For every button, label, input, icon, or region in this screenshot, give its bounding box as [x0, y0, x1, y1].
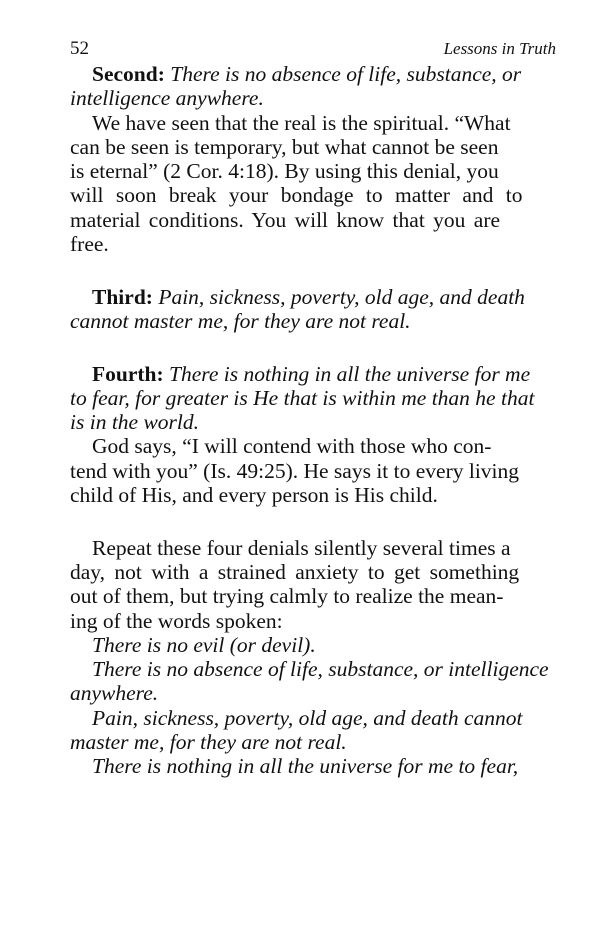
book-page: [70, 38, 556, 779]
fourth-denial-line-1: [70, 362, 556, 386]
page-number: 52: [70, 38, 89, 59]
paragraph-repeat-line-1: Repeat these four denials silently several times a: [92, 535, 511, 560]
fourth-denial-label: Fourth:: [92, 361, 164, 386]
paragraph-god-line-3: child of His, and every person is His child.: [70, 483, 438, 508]
paragraph-god-line-1: God says, “I will contend with those who con-: [92, 434, 492, 459]
third-denial-line-1: [70, 285, 556, 309]
denial-item-2-line-1: There is no absence of life, substance, or intelligence: [92, 657, 549, 682]
paragraph-real-line-3: is eternal” (2 Cor. 4:18). By using this denial, you: [70, 159, 499, 184]
second-denial-line-1: [70, 62, 556, 86]
paragraph-god-line-2: tend with you” (Is. 49:25). He says it to every living: [70, 458, 520, 483]
third-denial-label: Third:: [92, 284, 153, 309]
running-head: [70, 38, 556, 62]
fourth-denial-line-2: to fear, for greater is He that is within me than he that: [70, 385, 535, 410]
paragraph-real-line-1: We have seen that the real is the spiritual. “What: [92, 110, 511, 135]
paragraph-real-line-2: can be seen is temporary, but what cannot be seen: [70, 134, 499, 159]
section-gap: [70, 333, 556, 357]
denial-item-3-line-2: master me, for they are not real.: [70, 730, 347, 755]
denial-item-3-line-1: Pain, sickness, poverty, old age, and death cannot: [92, 705, 523, 730]
paragraph-repeat-line-3: out of them, but trying calmly to realize the mean-: [70, 584, 504, 609]
book-title: Lessons in Truth: [443, 39, 556, 58]
fourth-denial-line-3: is in the world.: [70, 410, 200, 435]
paragraph-real-line-5: material conditions. You will know that you are: [70, 207, 501, 232]
third-denial-text-1: Pain, sickness, poverty, old age, and death: [158, 284, 525, 309]
third-denial-line-2: cannot master me, for they are not real.: [70, 308, 411, 333]
fourth-denial-text-1: There is nothing in all the universe for me: [169, 361, 531, 386]
paragraph-real-line-4: will soon break your bondage to matter and to: [70, 183, 523, 208]
paragraph-real-line-6: free.: [70, 232, 109, 257]
second-denial-label: Second:: [92, 62, 165, 86]
paragraph-repeat-line-4: ing of the words spoken:: [70, 608, 283, 633]
denial-item-4-line-1: There is nothing in all the universe for me to fear,: [92, 754, 519, 779]
paragraph-repeat-line-2: day, not with a strained anxiety to get something: [70, 559, 520, 584]
denial-item-2-line-2: anywhere.: [70, 681, 159, 706]
second-denial-text-1: There is no absence of life, substance, or: [170, 62, 522, 86]
second-denial-line-2: intelligence anywhere.: [70, 86, 264, 111]
section-gap: [70, 256, 556, 280]
denial-item-1: There is no evil (or devil).: [92, 632, 316, 657]
section-gap: [70, 507, 556, 531]
